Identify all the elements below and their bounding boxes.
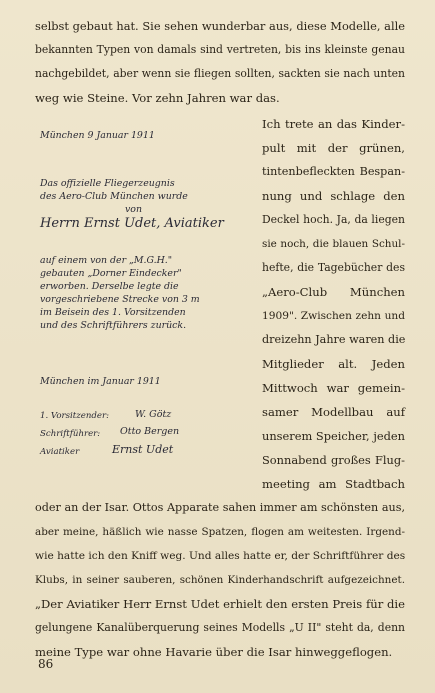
page-number: 86 bbox=[38, 657, 54, 671]
text-line: hefte, die Tagebücher des bbox=[262, 261, 405, 274]
signature-role: Aviatiker bbox=[40, 447, 80, 457]
text-line: Mittwoch war gemein- bbox=[262, 381, 405, 395]
text-line: meeting am Stadtbach bbox=[262, 477, 405, 491]
signature-role: Schriftführer: bbox=[40, 429, 101, 439]
signature-role: 1. Vorsitzender: bbox=[40, 411, 109, 421]
text-line: Mitglieder alt. Jeden bbox=[262, 357, 405, 371]
text-line: Sonnabend großes Flug- bbox=[262, 453, 405, 467]
text-line: „Aero-Club München bbox=[262, 285, 405, 299]
signature-name: Otto Bergen bbox=[120, 426, 180, 437]
certificate-line: des Aero-Club München wurde bbox=[40, 191, 188, 202]
certificate-body-line: vorgeschriebene Strecke von 3 m bbox=[40, 294, 200, 305]
certificate-body-line: im Beisein des 1. Vorsitzenden bbox=[40, 307, 186, 318]
text-line: Klubs, in seiner sauberen, schönen Kinderhandschrift aufgezeichnet. bbox=[35, 574, 405, 586]
text-line: sie noch, die blauen Schul- bbox=[262, 238, 405, 250]
text-line: wie hatte ich den Kniff weg. Und alles hatte er, der Schriftführer des bbox=[35, 550, 406, 562]
text-line: selbst gebaut hat. Sie sehen wunderbar aus, diese Modelle, alle bbox=[35, 19, 405, 33]
text-line: oder an der Isar. Ottos Apparate sahen immer am schönsten aus, bbox=[35, 501, 405, 514]
text-line: dreizehn Jahre waren die bbox=[262, 333, 406, 346]
signature-name: W. Götz bbox=[135, 409, 172, 420]
text-line: nung und schlage den bbox=[262, 189, 405, 203]
text-line: gelungene Kanalüberquerung seines Modells „U II" steht da, denn bbox=[35, 621, 405, 634]
certificate-body-line: erworben. Derselbe legte die bbox=[40, 281, 179, 292]
text-line: Ich trete an das Kinder- bbox=[262, 117, 405, 131]
text-line: bekannten Typen von damals sind vertreten, bis ins kleinste genau bbox=[35, 43, 405, 56]
text-line: nachgebildet, aber wenn sie fliegen sollten, sackten sie nach unten bbox=[35, 67, 405, 80]
certificate-line: Das offizielle Fliegerzeugnis bbox=[40, 178, 175, 189]
certificate-closing-date: München im Januar 1911 bbox=[40, 376, 161, 387]
signature-name: Ernst Udet bbox=[112, 443, 174, 456]
certificate-body-line: auf einem von der „M.G.H." bbox=[40, 255, 173, 266]
text-line: „Der Aviatiker Herr Ernst Udet erhielt den ersten Preis für die bbox=[35, 597, 405, 611]
text-line: tintenbefleckten Bespan- bbox=[262, 165, 405, 178]
text-line: samer Modellbau auf bbox=[262, 405, 405, 419]
text-line: meine Type war ohne Havarie über die Isar hinweggeflogen. bbox=[35, 645, 393, 659]
certificate-recipient: Herrn Ernst Udet, Aviatiker bbox=[40, 216, 224, 231]
text-line: aber meine, häßlich wie nasse Spatzen, flogen am weitesten. Irgend- bbox=[35, 526, 405, 538]
text-line: 1909". Zwischen zehn und bbox=[262, 310, 405, 322]
text-line: weg wie Steine. Vor zehn Jahren war das. bbox=[35, 91, 280, 105]
text-line: unserem Speicher, jeden bbox=[262, 429, 405, 443]
text-line: Deckel hoch. Ja, da liegen bbox=[262, 213, 405, 226]
certificate-body-line: und des Schriftführers zurück. bbox=[40, 320, 187, 331]
certificate-body-line: gebauten „Dorner Eindecker" bbox=[40, 268, 182, 279]
text-line: pult mit der grünen, bbox=[262, 141, 405, 155]
certificate-date: München 9 Januar 1911 bbox=[40, 130, 155, 141]
certificate-line: von bbox=[125, 204, 142, 215]
